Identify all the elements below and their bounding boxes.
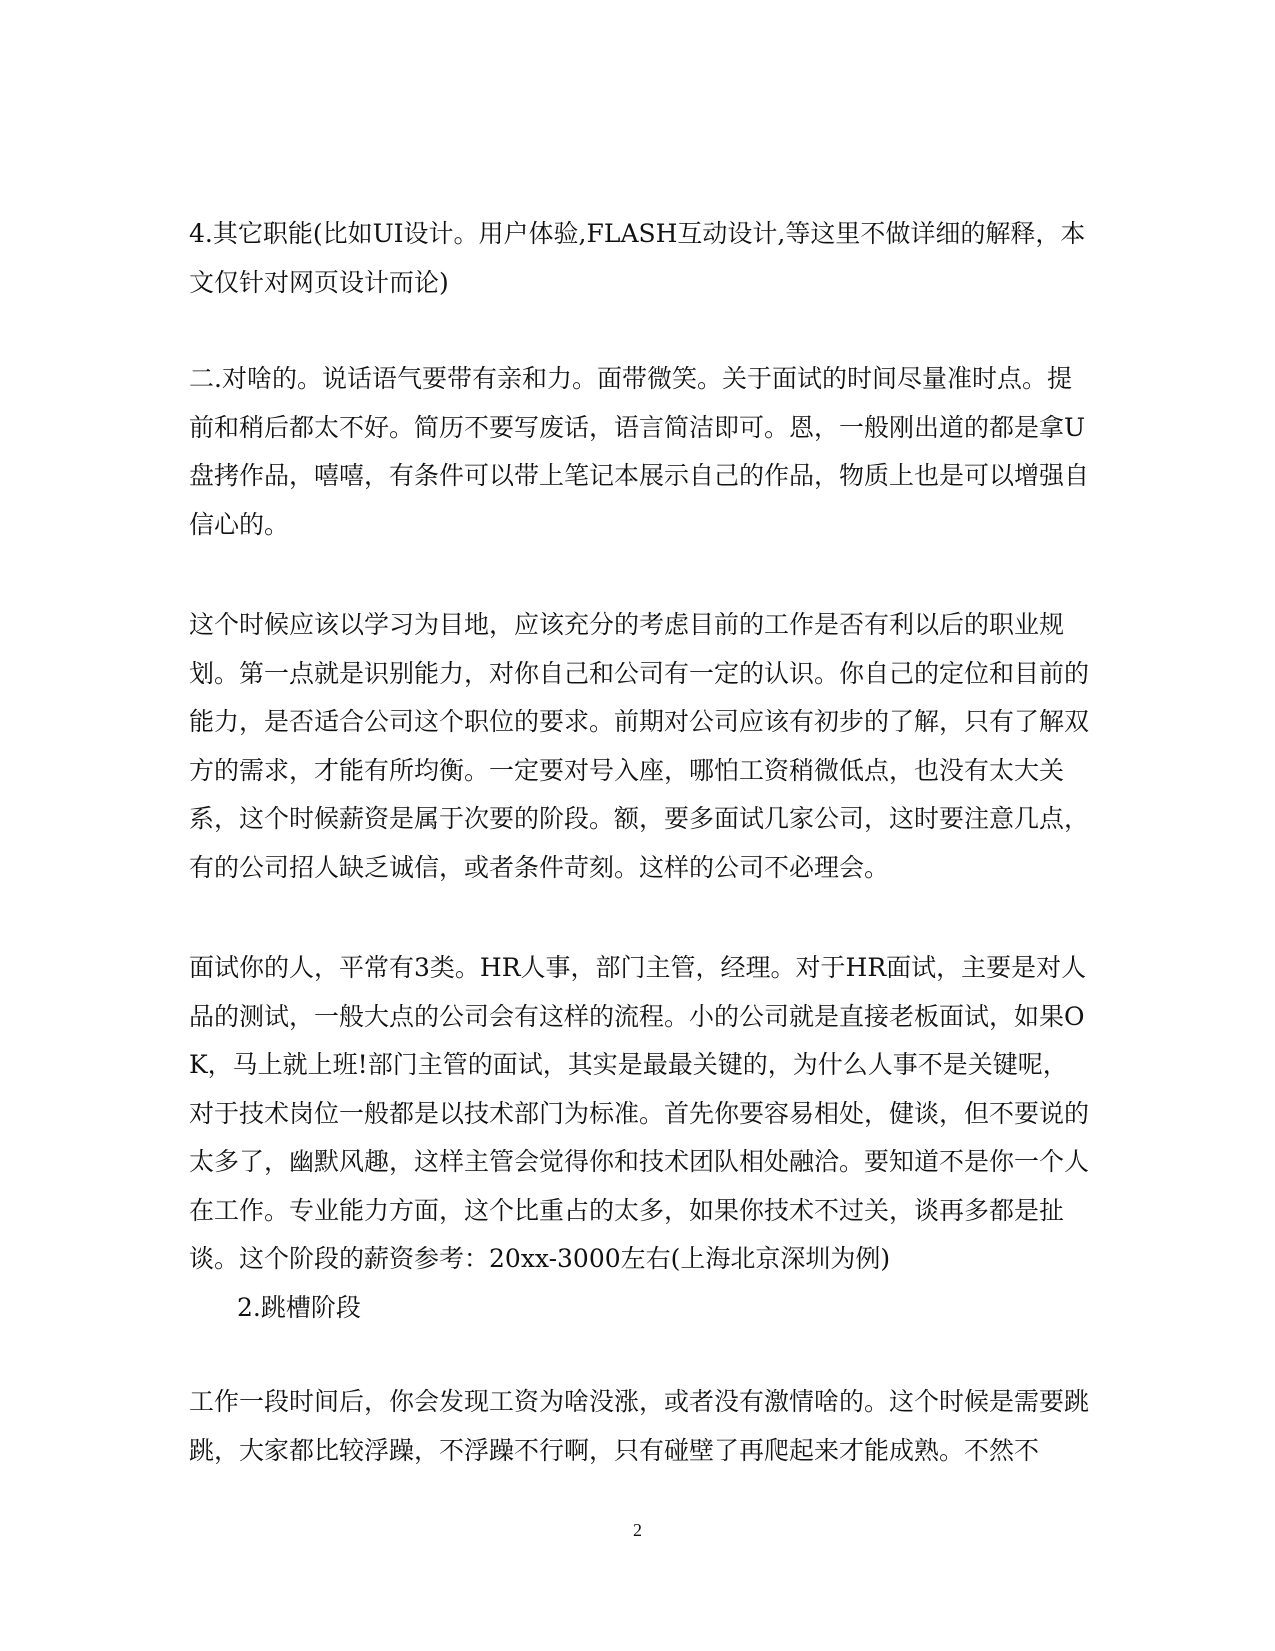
paragraph-interviewers: 面试你的人，平常有3类。HR人事，部门主管，经理。对于HR面试，主要是对人品的测试，一般大点的公司会有这样的流程。小的公司就是直接老板面试，如果OK，马上就上班!部门主管的面试，其实是最最关键的，为什么人事不是关键呢，对于技术岗位一般都是以技术部门为标准。首先你要容易相处，健谈，但不要说的太多了，幽默风趣，这样主管会觉得你和技术团队相处融洽。要知道不是你一个人在工作。专业能力方面，这个比重占的太多，如果你技术不过关，谈再多都是扯谈。这个阶段的薪资参考：20xx-3000左右(上海北京深圳为例) — [189, 953, 1090, 1273]
paragraph-interview-manner: 二.对啥的。说话语气要带有亲和力。面带微笑。关于面试的时间尽量准时点。提前和稍后都太不好。简历不要写废话，语言简洁即可。恩，一般刚出道的都是拿U盘拷作品，嘻嘻，有条件可以带上笔记本展示自己的作品，物质上也是可以增强自信心的。 — [189, 364, 1090, 539]
paragraph-learning-stage: 这个时候应该以学习为目地，应该充分的考虑目前的工作是否有利以后的职业规划。第一点就是识别能力，对你自己和公司有一定的认识。你自己的定位和目前的能力，是否适合公司这个职位的要求。前期对公司应该有初步的了解，只有了解双方的需求，才能有所均衡。一定要对号入座，哪怕工资稍微低点，也没有太大关系，这个时候薪资是属于次要的阶段。额，要多面试几家公司，这时要注意几点，有的公司招人缺乏诚信，或者条件苛刻。这样的公司不必理会。 — [189, 610, 1090, 882]
paragraph-other-functions: 4.其它职能(比如UI设计。用户体验,FLASH互动设计,等这里不做详细的解释，本文仅针对网页设计而论) — [189, 219, 1086, 297]
section-heading-job-hopping: 2.跳槽阶段 — [237, 1292, 361, 1322]
page-number: 2 — [633, 1520, 642, 1540]
document-body — [189, 210, 1089, 1475]
paragraph-job-hopping: 工作一段时间后，你会发现工资为啥没涨，或者没有激情啥的。这个时候是需要跳跳，大家都比较浮躁，不浮躁不行啊，只有碰壁了再爬起来才能成熟。不然不 — [189, 1387, 1090, 1465]
